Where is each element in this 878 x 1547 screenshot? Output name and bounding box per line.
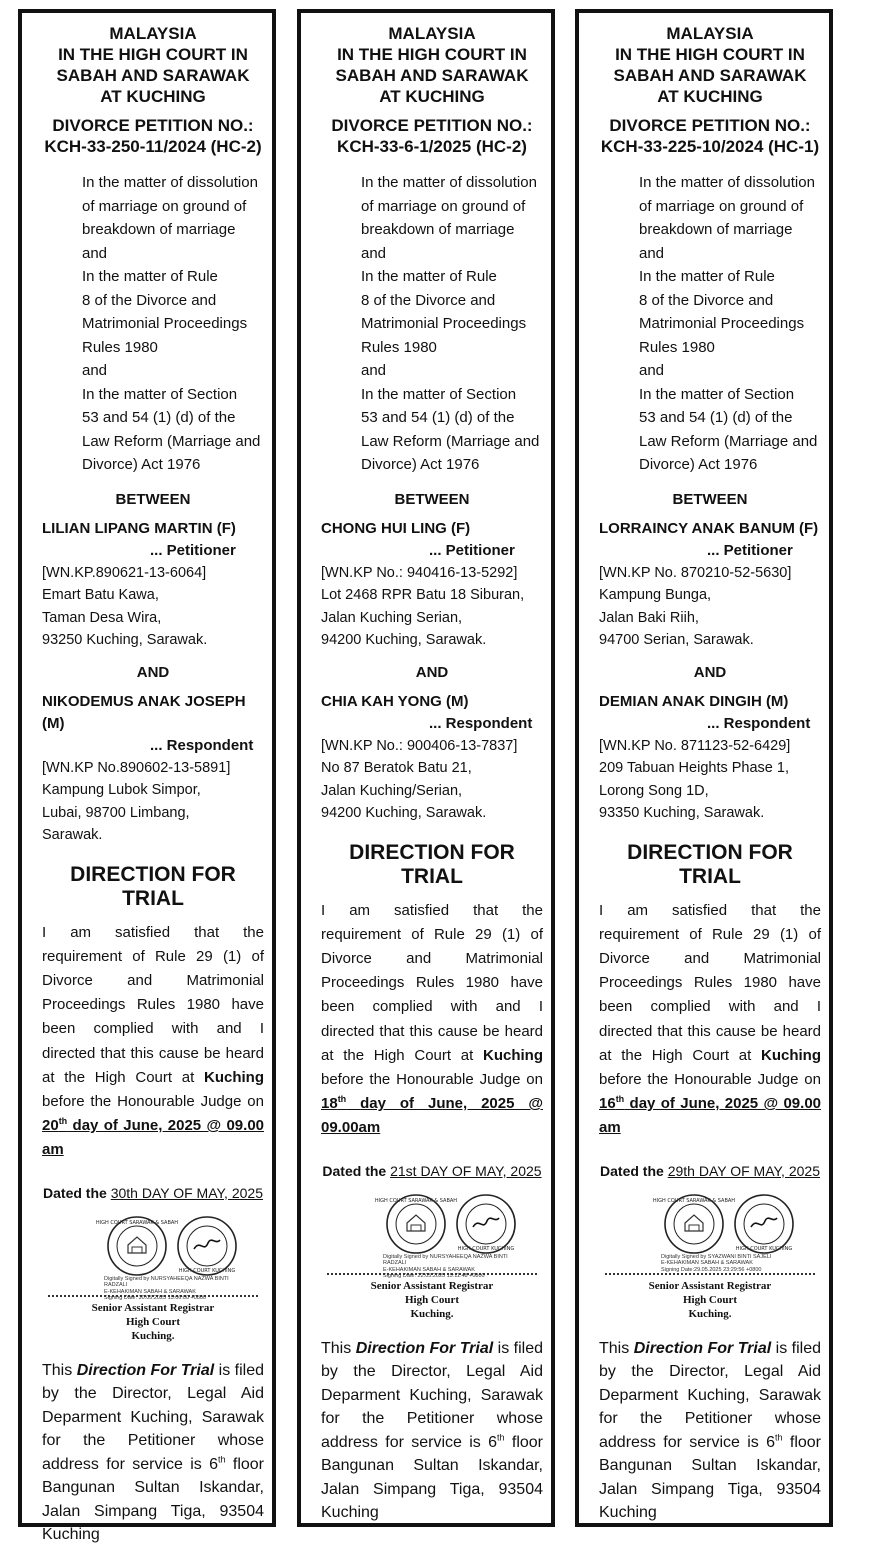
matter-line: In the matter of dissolution — [361, 174, 537, 191]
matter-line: and — [82, 362, 108, 379]
petitioner-address — [599, 562, 821, 652]
address-line: Lot 2468 RPR Batu 18 Siburan, — [321, 587, 525, 603]
matter-block — [82, 171, 264, 477]
matter-line: Law Reform (Marriage and — [639, 432, 818, 450]
address-line: 94700 Serian, Sarawak. — [599, 632, 754, 648]
dated-line — [599, 1163, 821, 1179]
matter-line: In the matter of Rule — [82, 268, 218, 285]
hearing-date — [321, 1095, 543, 1136]
petitioner-role: ... Petitioner — [707, 541, 793, 559]
hearing-day: 20 — [42, 1117, 59, 1135]
sig-line: Digitally Signed by SYAZWANI BINTI SAJELI — [661, 1253, 772, 1260]
filed-text-2: is filed by the Director, Legal Aid Deparment Kuching, Sarawak for the Petitioner whose address for service is 6 — [599, 1339, 822, 1451]
notice-column-2 — [297, 9, 555, 1527]
matter-block — [361, 171, 543, 477]
high-court-seal-left — [652, 1193, 736, 1255]
between-heading: BETWEEN — [672, 490, 748, 508]
filed-floor-suffix: th — [218, 1454, 226, 1465]
registrar-court: High Court — [125, 1315, 181, 1328]
digital-signature-meta — [661, 1254, 821, 1274]
seal-left-text: HIGH COURT SARAWAK & SABAH — [95, 1219, 179, 1226]
direction-judge: before the Honourable Judge on — [42, 1092, 264, 1110]
header-country: MALAYSIA — [109, 24, 197, 43]
and-heading: AND — [415, 663, 449, 681]
filed-floor-suffix: th — [497, 1432, 505, 1443]
petition-number: KCH-33-250-11/2024 (HC-2) — [44, 137, 262, 156]
sig-line: RADZALI — [383, 1260, 407, 1267]
seal-right-text: HIGH COURT KUCHING — [735, 1245, 793, 1252]
matter-line: Rules 1980 — [639, 338, 715, 356]
matter-line: In the matter of Section — [361, 385, 517, 403]
respondent-name: NIKODEMUS ANAK JOSEPH (M) — [42, 692, 246, 732]
high-court-seal-right — [455, 1193, 517, 1255]
matter-line: breakdown of marriage — [361, 221, 515, 238]
between-heading: BETWEEN — [394, 490, 470, 508]
high-court-seal-right — [176, 1215, 238, 1277]
dated-line — [42, 1185, 264, 1201]
registrar-court: High Court — [404, 1293, 460, 1306]
seal-left-text: HIGH COURT SARAWAK & SABAH — [652, 1197, 736, 1204]
hearing-rest: day of June, 2025 @ 09.00am — [321, 1095, 543, 1137]
header-country: MALAYSIA — [666, 24, 754, 43]
direction-body — [42, 921, 264, 1163]
header-court-line-2: SABAH AND SARAWAK — [613, 66, 807, 85]
petition-label: DIVORCE PETITION NO.: — [331, 116, 533, 135]
address-line: Lubai, 98700 Limbang, — [42, 804, 190, 821]
between-heading: BETWEEN — [115, 490, 191, 508]
hearing-day: 18 — [321, 1095, 338, 1113]
dated-label: Dated the — [43, 1184, 107, 1201]
address-line: 93250 Kuching, Sarawak. — [42, 632, 208, 648]
address-line: Jalan Kuching Serian, — [321, 609, 463, 626]
hearing-day-suffix: th — [58, 1116, 68, 1127]
registrar-title: Senior Assistant Registrar — [648, 1279, 772, 1292]
direction-place: Kuching — [761, 1046, 821, 1064]
matter-line: 53 and 54 (1) (d) of the — [639, 409, 793, 426]
matter-line: In the matter of dissolution — [82, 174, 258, 191]
matter-line: In the matter of Rule — [639, 268, 775, 285]
hearing-day-suffix: th — [337, 1094, 347, 1105]
filed-floor-suffix: th — [775, 1432, 783, 1443]
hearing-date — [42, 1117, 264, 1158]
address-line: [WN.KP.890621-13-6064] — [42, 564, 207, 581]
matter-line: In the matter of dissolution — [639, 174, 815, 191]
filed-text-2: is filed by the Director, Legal Aid Deparment Kuching, Sarawak for the Petitioner whose address for service is 6 — [321, 1339, 544, 1451]
header-court-line-3: AT KUCHING — [657, 87, 763, 106]
respondent-name: CHIA KAH YONG (M) — [321, 692, 469, 710]
matter-line: Matrimonial Proceedings — [82, 315, 248, 332]
notice-column-1 — [18, 9, 276, 1544]
address-line: [WN.KP No.890602-13-5891] — [42, 759, 231, 776]
matter-line: Divorce) Act 1976 — [82, 456, 201, 473]
address-line: Lorong Song 1D, — [599, 782, 709, 799]
address-line: [WN.KP No.: 900406-13-7837] — [321, 737, 518, 754]
dated-label: Dated the — [600, 1162, 664, 1179]
header-court-line-2: SABAH AND SARAWAK — [56, 66, 250, 85]
respondent-role: ... Respondent — [429, 714, 533, 732]
dated-value: 29th DAY OF MAY, 2025 — [667, 1162, 820, 1179]
matter-line: Rules 1980 — [361, 338, 437, 356]
matter-line: of marriage on ground of — [82, 197, 247, 215]
registrar-title: Senior Assistant Registrar — [370, 1279, 494, 1292]
registrar-block — [321, 1279, 543, 1321]
matter-line: 8 of the Divorce and — [82, 291, 217, 309]
dated-value: 30th DAY OF MAY, 2025 — [110, 1184, 263, 1201]
direction-title: DIRECTION FOR TRIAL — [627, 840, 793, 888]
address-line: 209 Tabuan Heights Phase 1, — [599, 760, 789, 776]
filed-doc-title: Direction For Trial — [633, 1339, 772, 1357]
filed-text-2: is filed by the Director, Legal Aid Deparment Kuching, Sarawak for the Petitioner whose address for service is 6 — [42, 1361, 265, 1473]
address-line: 93350 Kuching, Sarawak. — [599, 805, 765, 821]
respondent-address — [321, 735, 543, 825]
notice-column-3 — [575, 9, 833, 1527]
hearing-day: 16 — [599, 1095, 616, 1113]
address-line: [WN.KP No.: 940416-13-5292] — [321, 564, 518, 581]
sig-line: E-KEHAKIMAN SABAH & SARAWAK — [104, 1288, 196, 1295]
petitioner-address — [42, 562, 264, 652]
seal-block — [321, 1191, 543, 1280]
filed-by-note — [599, 1337, 821, 1525]
registrar-place: Kuching. — [688, 1307, 732, 1320]
seal-right-text: HIGH COURT KUCHING — [457, 1245, 515, 1252]
sig-line: E-KEHAKIMAN SABAH & SARAWAK — [383, 1266, 475, 1273]
and-heading: AND — [136, 663, 170, 681]
sig-line: RADZALI — [104, 1282, 128, 1289]
matter-line: breakdown of marriage — [82, 221, 236, 238]
matter-line: In the matter of Section — [639, 385, 795, 403]
address-line: Kampung Bunga, — [599, 587, 712, 603]
petitioner-role: ... Petitioner — [429, 541, 515, 559]
hearing-date — [599, 1095, 821, 1136]
direction-title: DIRECTION FOR TRIAL — [349, 840, 515, 888]
header-country: MALAYSIA — [388, 24, 476, 43]
direction-text: I am satisfied that the requirement of Rule 29 (1) of Divorce and Matrimonial Proceedings Rules 1980 have been complied with and I directed that this cause be heard at the High Court at — [599, 901, 821, 1064]
registrar-place: Kuching. — [410, 1307, 454, 1320]
digital-signature-meta — [383, 1254, 543, 1280]
address-line: Taman Desa Wira, — [42, 609, 162, 626]
respondent-name: DEMIAN ANAK DINGIH (M) — [599, 692, 789, 710]
respondent-role: ... Respondent — [150, 736, 254, 754]
address-line: Kampung Lubok Simpor, — [42, 782, 201, 798]
petition-label: DIVORCE PETITION NO.: — [609, 116, 811, 135]
matter-line: and — [82, 244, 108, 262]
direction-title: DIRECTION FOR TRIAL — [70, 862, 236, 910]
registrar-place: Kuching. — [131, 1329, 175, 1342]
hearing-rest: day of June, 2025 @ 09.00 am — [42, 1117, 264, 1159]
sig-line: Signing Date: 30.05.2025 15:06:00 +0800 — [104, 1295, 206, 1302]
petition-label: DIVORCE PETITION NO.: — [52, 116, 254, 135]
matter-line: Divorce) Act 1976 — [361, 456, 480, 473]
header-court-line-1: IN THE HIGH COURT IN — [615, 45, 805, 64]
matter-line: In the matter of Section — [82, 385, 238, 403]
sig-line: Signing Date: 22.05.2025 15:11:48 +0800 — [383, 1273, 485, 1280]
dated-label: Dated the — [322, 1162, 387, 1179]
dated-value: 21st DAY OF MAY, 2025 — [390, 1162, 542, 1179]
header-court-line-1: IN THE HIGH COURT IN — [337, 45, 527, 64]
filed-text-3: floor Bangunan Sultan Iskandar, Jalan Simpang Tiga, 93504 Kuching — [599, 1433, 821, 1522]
filed-text-1: This — [599, 1339, 630, 1357]
direction-body — [599, 899, 821, 1141]
matter-line: of marriage on ground of — [639, 197, 804, 215]
sig-line: Digitally Signed by NURSYAHEEQA NAZWA BINTI — [104, 1275, 229, 1282]
matter-line: 8 of the Divorce and — [361, 291, 496, 309]
seal-block — [42, 1213, 264, 1302]
sig-line: Digitally Signed by NURSYAHEEQA NAZWA BINTI — [383, 1253, 508, 1260]
petitioner-role: ... Petitioner — [150, 541, 236, 559]
matter-line: and — [639, 244, 665, 262]
matter-line: and — [361, 244, 387, 262]
matter-line: Rules 1980 — [82, 338, 158, 356]
header-court-line-1: IN THE HIGH COURT IN — [58, 45, 248, 64]
address-line: Sarawak. — [42, 827, 103, 843]
petitioner-name: CHONG HUI LING (F) — [321, 519, 471, 537]
address-line: Emart Batu Kawa, — [42, 587, 159, 603]
address-line: Jalan Kuching/Serian, — [321, 782, 463, 799]
dated-line — [321, 1163, 543, 1179]
filed-by-note — [321, 1337, 543, 1525]
seal-left-text: HIGH COURT SARAWAK & SABAH — [374, 1197, 458, 1204]
petition-number: KCH-33-6-1/2025 (HC-2) — [337, 137, 527, 156]
sig-line: E-KEHAKIMAN SABAH & SARAWAK — [661, 1260, 753, 1267]
direction-text: I am satisfied that the requirement of Rule 29 (1) of Divorce and Matrimonial Proceedings Rules 1980 have been complied with and I directed that this cause be heard at the High Court at — [42, 923, 264, 1086]
direction-text: I am satisfied that the requirement of Rule 29 (1) of Divorce and Matrimonial Proceedings Rules 1980 have been complied with and I directed that this cause be heard at the High Court at — [321, 901, 543, 1064]
address-line: [WN.KP No. 871123-52-6429] — [599, 737, 791, 754]
address-line: [WN.KP No. 870210-52-5630] — [599, 564, 792, 581]
filed-doc-title: Direction For Trial — [355, 1339, 494, 1357]
sig-line: Signing Date:29.05.2025 23:29:56 +0800 — [661, 1266, 762, 1273]
hearing-rest: day of June, 2025 @ 09.00 am — [599, 1095, 821, 1137]
matter-line: Law Reform (Marriage and — [82, 432, 261, 450]
matter-line: Matrimonial Proceedings — [361, 315, 527, 332]
filed-text-3: floor Bangunan Sultan Iskandar, Jalan Simpang Tiga, 93504 Kuching — [42, 1455, 264, 1544]
address-line: 94200 Kuching, Sarawak. — [321, 632, 487, 648]
direction-place: Kuching — [483, 1046, 543, 1064]
petition-number: KCH-33-225-10/2024 (HC-1) — [600, 137, 820, 156]
high-court-seal-left — [95, 1215, 179, 1277]
hearing-day-suffix: th — [615, 1094, 625, 1105]
registrar-block — [599, 1279, 821, 1321]
matter-line: 53 and 54 (1) (d) of the — [361, 409, 515, 426]
header-court-line-3: AT KUCHING — [379, 87, 485, 106]
respondent-address — [42, 757, 264, 847]
respondent-address — [599, 735, 821, 825]
filed-text-3: floor Bangunan Sultan Iskandar, Jalan Simpang Tiga, 93504 Kuching — [321, 1433, 543, 1522]
matter-line: Matrimonial Proceedings — [639, 315, 805, 332]
matter-block — [639, 171, 821, 477]
matter-line: Law Reform (Marriage and — [361, 432, 540, 450]
header-court-line-3: AT KUCHING — [100, 87, 206, 106]
header-court-line-2: SABAH AND SARAWAK — [335, 66, 529, 85]
petitioner-name: LORRAINCY ANAK BANUM (F) — [599, 519, 819, 537]
matter-line: 8 of the Divorce and — [639, 291, 774, 309]
matter-line: and — [639, 362, 665, 379]
seal-block — [599, 1191, 821, 1271]
direction-body — [321, 899, 543, 1141]
high-court-seal-left — [374, 1193, 458, 1255]
direction-place: Kuching — [204, 1068, 264, 1086]
filed-by-note — [42, 1359, 264, 1547]
filed-doc-title: Direction For Trial — [76, 1361, 215, 1379]
address-line: No 87 Beratok Batu 21, — [321, 760, 472, 776]
matter-line: of marriage on ground of — [361, 197, 526, 215]
petitioner-address — [321, 562, 543, 652]
registrar-block — [42, 1301, 264, 1343]
matter-line: In the matter of Rule — [361, 268, 497, 285]
filed-text-1: This — [42, 1361, 73, 1379]
digital-signature-meta — [104, 1276, 264, 1302]
high-court-seal-right — [733, 1193, 795, 1255]
direction-judge: before the Honourable Judge on — [599, 1070, 821, 1088]
direction-judge: before the Honourable Judge on — [321, 1070, 543, 1088]
matter-line: Divorce) Act 1976 — [639, 456, 758, 473]
registrar-title: Senior Assistant Registrar — [91, 1301, 215, 1314]
matter-line: and — [361, 362, 387, 379]
respondent-role: ... Respondent — [707, 714, 811, 732]
petitioner-name: LILIAN LIPANG MARTIN (F) — [42, 519, 236, 537]
seal-right-text: HIGH COURT KUCHING — [178, 1267, 236, 1274]
address-line: Jalan Baki Riih, — [599, 609, 699, 626]
matter-line: 53 and 54 (1) (d) of the — [82, 409, 236, 426]
filed-text-1: This — [321, 1339, 352, 1357]
matter-line: breakdown of marriage — [639, 221, 793, 238]
address-line: 94200 Kuching, Sarawak. — [321, 805, 487, 821]
and-heading: AND — [693, 663, 727, 681]
registrar-court: High Court — [682, 1293, 738, 1306]
